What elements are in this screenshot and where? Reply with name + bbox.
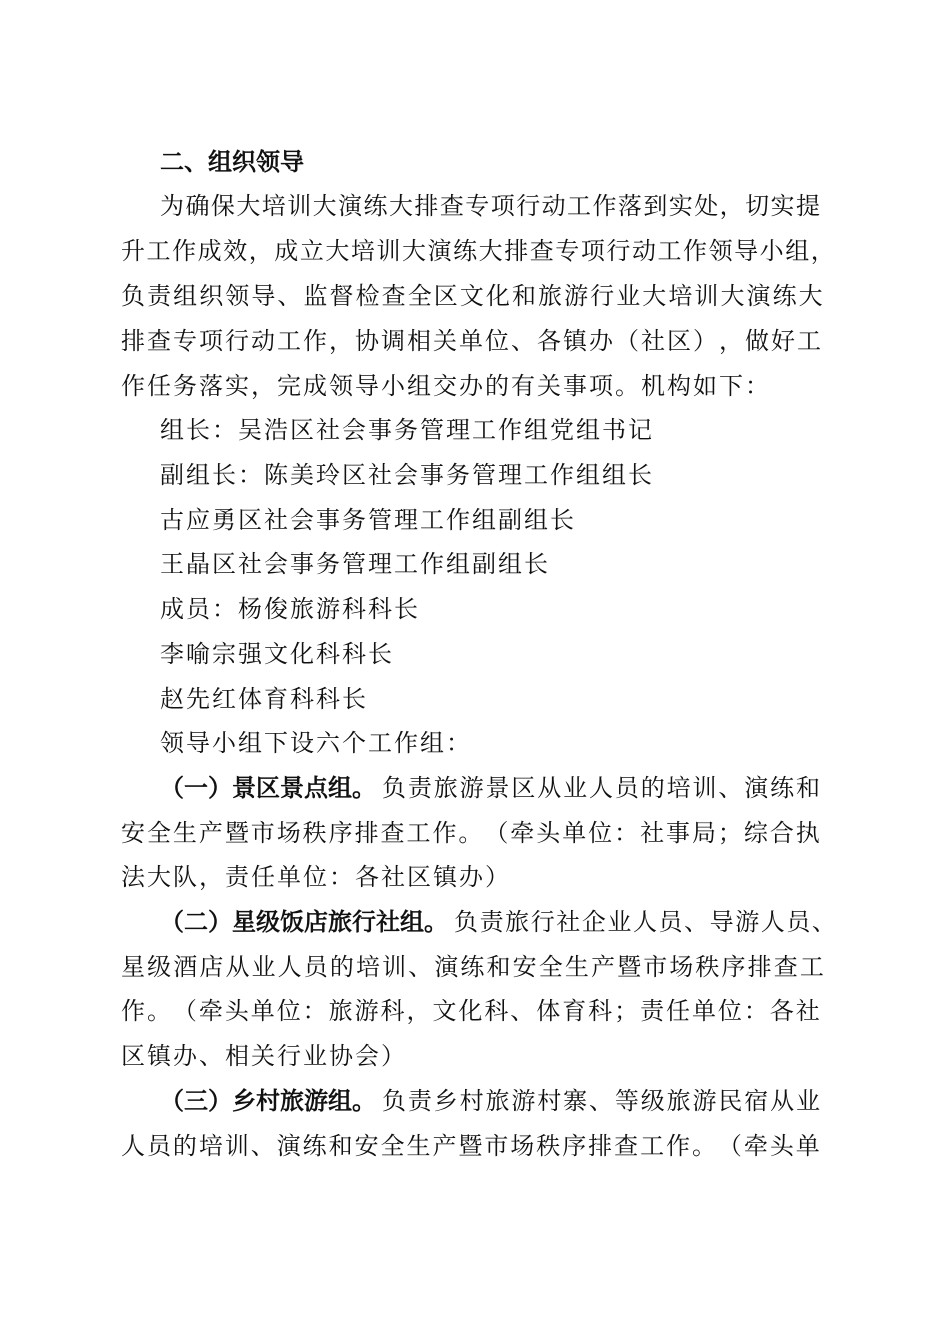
group-1-first-line (160, 773, 820, 803)
intro-line-5: 作任务落实，完成领导小组交办的有关事项。机构如下： (121, 372, 771, 400)
group-2-title: （二）星级饭店旅行社组。 (160, 907, 448, 936)
group-3-line-2: 人 员 的 培 训 、 演 练 和 安 全 生 产 暨 市 场 秩 序 排 查 工 作 。 （ 牵 头 单 (121, 1132, 820, 1160)
group-3-first-line (160, 1086, 820, 1116)
member-line-3: 赵先红体育科科长 (160, 685, 368, 713)
group-1-line-3: 法大队，责任单位：各社区镇办） (121, 863, 511, 891)
group-2-line-4: 区镇办、相关行业协会） (121, 1042, 407, 1070)
deputy-leader-line-2: 古应勇区社会事务管理工作组副组长 (160, 506, 576, 534)
deputy-leader-line-3: 王晶区社会事务管理工作组副组长 (160, 550, 550, 578)
group-3-first-rest: 负 责 乡 村 旅 游 村 寨 、 等 级 旅 游 民 宿 从 业 (382, 1087, 820, 1115)
group-3-title: （三）乡村旅游组。 (160, 1086, 376, 1115)
intro-line-4: 排 查 专 项 行 动 工 作 ， 协 调 相 关 单 位 、 各 镇 办 （ 社 区 ） ， 做 好 工 (121, 327, 821, 355)
group-1-line-2: 安 全 生 产 暨 市 场 秩 序 排 查 工 作 。 （ 牵 头 单 位 ： 社 事 局 ； 综 合 执 (121, 819, 820, 847)
group-1-first-rest: 负 责 旅 游 景 区 从 业 人 员 的 培 训 、 演 练 和 (382, 774, 820, 802)
group-2-first-line (160, 907, 836, 937)
group-2-line-2: 星 级 酒 店 从 业 人 员 的 培 训 、 演 练 和 安 全 生 产 暨 市 场 秩 序 排 查 工 (121, 953, 824, 981)
member-line-1: 成员：杨俊旅游科科长 (160, 595, 420, 623)
intro-line-2: 升 工 作 成 效 ， 成 立 大 培 训 大 演 练 大 排 查 专 项 行 动 工 作 领 导 小 组 ， (121, 237, 835, 265)
group-2-line-3: 作 。 （ 牵 头 单 位 ： 旅 游 科 ， 文 化 科 、 体 育 科 ； 责 任 单 位 ： 各 社 (121, 997, 820, 1025)
working-groups-intro: 领导小组下设六个工作组： (160, 729, 472, 757)
deputy-leader-line-1: 副组长：陈美玲区社会事务管理工作组组长 (160, 461, 654, 489)
section-heading: 二、组织领导 (160, 148, 304, 176)
intro-line-1: 为 确 保 大 培 训 大 演 练 大 排 查 专 项 行 动 工 作 落 到 实 处 ， 切 实 提 (160, 192, 820, 220)
group-1-title: （一）景区景点组。 (160, 773, 376, 802)
member-line-2: 李喻宗强文化科科长 (160, 640, 394, 668)
group-2-first-rest: 负 责 旅 行 社 企 业 人 员 、 导 游 人 员 、 (454, 908, 836, 936)
intro-line-3: 负 责 组 织 领 导 、 监 督 检 查 全 区 文 化 和 旅 游 行 业 大 培 训 大 演 练 大 (121, 282, 823, 310)
leader-line: 组长：吴浩区社会事务管理工作组党组书记 (160, 416, 654, 444)
